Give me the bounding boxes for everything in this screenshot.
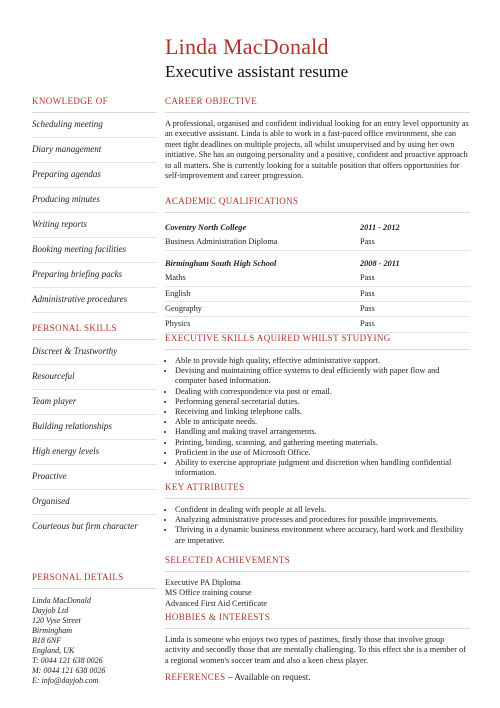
hobbies-title: HOBBIES & INTERESTS bbox=[165, 612, 470, 629]
qualification-result: Pass bbox=[360, 237, 375, 247]
personal-details-block bbox=[32, 589, 157, 686]
school-years: 2008 - 2011 bbox=[360, 258, 400, 268]
list-item: • Handling and making travel arrangements. bbox=[175, 427, 470, 437]
qualification-result: Pass bbox=[360, 288, 375, 298]
detail-line: England, UK bbox=[32, 646, 75, 655]
detail-line: E: info@dayjob.com bbox=[32, 676, 99, 685]
skill-item: Proactive bbox=[32, 465, 157, 490]
resume-name: Linda MacDonald bbox=[165, 34, 329, 59]
list-item: • Performing general secretarial duties. bbox=[175, 397, 470, 407]
detail-line: 120 Vyse Street bbox=[32, 616, 81, 625]
achievement-item: Advanced First Aid Certificate bbox=[165, 598, 268, 608]
qualification-subject: Physics bbox=[165, 319, 191, 329]
detail-line: T: 0044 121 638 0026 bbox=[32, 656, 103, 665]
sidebar-knowledge-section bbox=[32, 96, 157, 313]
qualification-row bbox=[165, 287, 470, 302]
detail-line: Birmingham bbox=[32, 626, 72, 635]
school-years: 2011 - 2012 bbox=[360, 223, 400, 232]
achievement-item: Executive PA Diploma bbox=[165, 578, 241, 587]
list-item: • Receiving and linking telephone calls. bbox=[175, 407, 470, 417]
skill-item: Resourceful bbox=[32, 365, 157, 390]
skill-item: Discreet & Trustworthy bbox=[32, 340, 157, 365]
qualification-subject: Maths bbox=[165, 273, 186, 283]
sidebar-details-title: PERSONAL DETAILS bbox=[32, 572, 157, 589]
knowledge-item: Administrative procedures bbox=[32, 288, 157, 313]
executive-skills-title: EXECUTIVE SKILLS AQUIRED WHILST STUDYING bbox=[165, 333, 470, 350]
skill-item: High energy levels bbox=[32, 440, 157, 465]
knowledge-item: Preparing briefing packs bbox=[32, 263, 157, 288]
key-attributes-list bbox=[165, 505, 470, 546]
skill-item: Team player bbox=[32, 390, 157, 415]
knowledge-item: Booking meeting facilities bbox=[32, 238, 157, 263]
knowledge-item: Scheduling meeting bbox=[32, 113, 157, 138]
list-item: • Thriving in a dynamic business environment where accuracy, hard work and flexibility are imperative. bbox=[175, 525, 470, 545]
qualification-subject: English bbox=[165, 288, 191, 298]
skill-item: Courteous but firm character bbox=[32, 521, 138, 531]
career-objective-title: CAREER OBJECTIVE bbox=[165, 96, 470, 113]
sidebar-knowledge-title: KNOWLEDGE OF bbox=[32, 96, 157, 113]
executive-skills-section bbox=[165, 333, 470, 478]
list-item: • Able to anticipate needs. bbox=[175, 417, 470, 427]
list-item: • Proficient in the use of Microsoft Office. bbox=[175, 448, 470, 458]
detail-line: M: 0044 121 638 0026 bbox=[32, 666, 106, 675]
key-attributes-section bbox=[165, 482, 470, 546]
qualification-row bbox=[165, 271, 470, 286]
knowledge-item: Writing reports bbox=[32, 213, 157, 238]
list-item: • Devising and maintaining office systems to deal efficiently with paper flow and computer based information. bbox=[175, 366, 470, 386]
list-item: • Able to provide high quality, effective administrative support. bbox=[175, 356, 470, 366]
hobbies-text: Linda is someone who enjoys two types of pastimes, firstly those that involve group activity and secondly those that are mentally challenging. To this effect she is a member of a regional women's soccer team and also a keen chess player. bbox=[165, 635, 466, 665]
qualification-result: Pass bbox=[360, 319, 375, 329]
detail-line: B18 6NF bbox=[32, 636, 62, 645]
knowledge-item: Diary management bbox=[32, 138, 157, 163]
executive-skills-list bbox=[165, 356, 470, 478]
list-item: • Printing, binding, scanning, and gathering meeting materials. bbox=[175, 438, 470, 448]
school-name: Coventry North College bbox=[165, 223, 247, 232]
key-attributes-title: KEY ATTRIBUTES bbox=[165, 482, 470, 499]
qualification-result: Pass bbox=[360, 273, 375, 283]
list-item: • Ability to exercise appropriate judgment and discretion when handling confidential information. bbox=[175, 458, 470, 478]
academic-title: ACADEMIC QUALIFICATIONS bbox=[165, 196, 470, 213]
sidebar-details-section bbox=[32, 572, 157, 686]
achievements-title: SELECTED ACHIEVEMENTS bbox=[165, 555, 470, 572]
qualification-row bbox=[165, 235, 470, 250]
qualification-row bbox=[165, 302, 470, 317]
academic-section bbox=[165, 196, 470, 333]
knowledge-item: Preparing agendas bbox=[32, 163, 157, 188]
career-objective-text: A professional, organised and confident individual looking for an entry level opportunity as an executive assistant. Linda is able to work in a fast-paced office environment, she can meet tight deadlines on multiple projects, all whilst unsupervised and by using her own initiative. She has an outgoing personality and a positive, confident and proactive approach to all matters. She is currently looking for a suitable position that offers opportunities for self-improvement and career progression. bbox=[165, 119, 469, 181]
qualification-subject: Business Administration Diploma bbox=[165, 237, 278, 247]
school-name: Birmingham South High School bbox=[165, 258, 277, 268]
detail-line: Dayjob Ltd bbox=[32, 606, 69, 615]
qualification-result: Pass bbox=[360, 304, 375, 314]
qualification-subject: Geography bbox=[165, 304, 202, 314]
sidebar-skills-section bbox=[32, 323, 157, 539]
references-text: – Available on request. bbox=[228, 672, 311, 682]
list-item: • Dealing with correspondence via post or email. bbox=[175, 387, 470, 397]
resume-subtitle: Executive assistant resume bbox=[165, 62, 349, 81]
skill-item: Building relationships bbox=[32, 415, 157, 440]
references-line bbox=[165, 672, 470, 682]
skill-item: Organised bbox=[32, 490, 157, 515]
career-objective-section bbox=[165, 96, 470, 181]
list-item: • Confident in dealing with people at all levels. bbox=[175, 505, 470, 515]
qualification-row bbox=[165, 317, 470, 332]
achievement-item: MS Office training course bbox=[165, 588, 252, 598]
detail-line: Linda MacDonald bbox=[32, 596, 91, 605]
school-row bbox=[165, 251, 470, 271]
school-row bbox=[165, 219, 470, 235]
achievements-section bbox=[165, 555, 470, 609]
references-section bbox=[165, 672, 470, 682]
knowledge-item: Producing minutes bbox=[32, 188, 157, 213]
references-title: REFERENCES bbox=[165, 672, 226, 682]
hobbies-section bbox=[165, 612, 470, 666]
list-item: • Analyzing administrative processes and procedures for possible improvements. bbox=[175, 515, 470, 525]
sidebar-skills-title: PERSONAL SKILLS bbox=[32, 323, 157, 340]
